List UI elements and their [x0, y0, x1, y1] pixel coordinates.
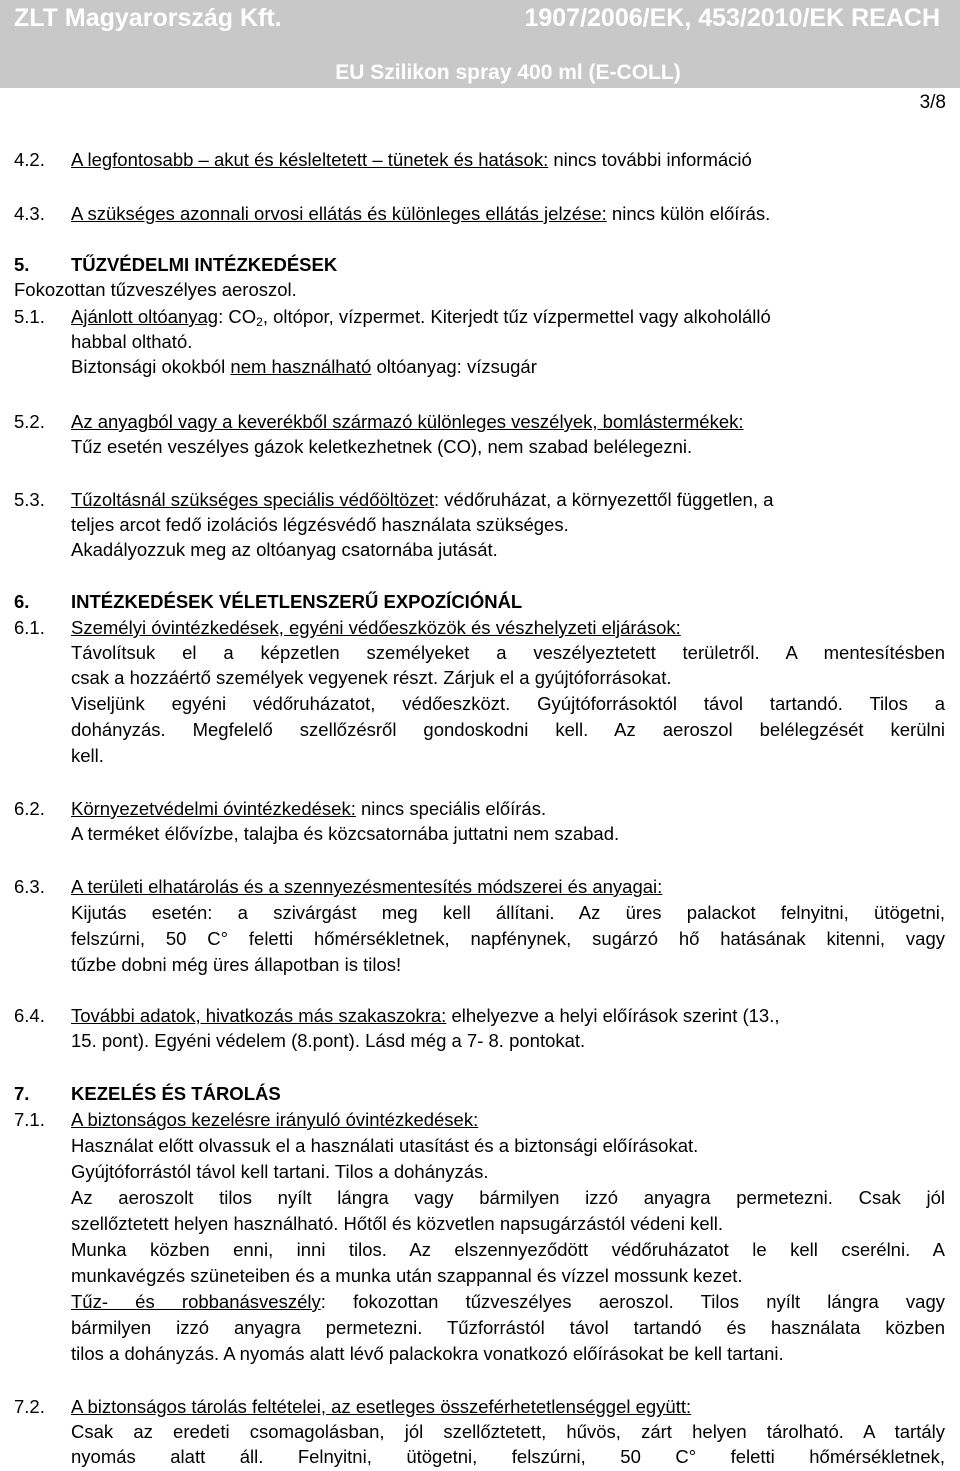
section-7-title: KEZELÉS ÉS TÁROLÁS: [71, 1083, 281, 1104]
product-name: EU Szilikon spray 400 ml (E-COLL): [335, 61, 681, 84]
section-label: A biztonságos kezelésre irányuló óvintézkedések:: [71, 1109, 479, 1130]
section-number: 7.: [14, 1083, 30, 1104]
section-5-2-line: [71, 410, 744, 434]
section-4-2-line: A legfontosabb – akut és késleltetett – tünetek és hatások: nincs további információ: [71, 149, 752, 170]
text-line: dohányzás. Megfelelő szellőzésről gondoskodni kell. Az aeroszol belélegzését kerülni: [71, 719, 945, 740]
section-label: Az anyagból vagy a keverékből származó különleges veszélyek, bomlástermékek:: [71, 411, 744, 432]
text-line: nyomás alatt áll. Felnyitni, ütögetni, felszúrni, 50 C° feletti hőmérsékletnek,: [71, 1446, 945, 1467]
section-number: 6.1.: [14, 617, 45, 638]
section-number: 5.3.: [14, 489, 45, 510]
section-6-2-line: Környezetvédelmi óvintézkedések: nincs speciális előírás.: [71, 798, 547, 819]
section-label: Ajánlott oltóanyag: [71, 306, 219, 327]
section-number: 5.: [14, 254, 30, 275]
text-line: Tűz- és robbanásveszély: fokozottan tűzveszélyes aeroszol. Tilos nyílt lángra vagy: [71, 1291, 945, 1312]
text-line: habbal oltható.: [71, 331, 193, 352]
section-number: 6.: [14, 591, 30, 612]
text-line: Viseljünk egyéni védőruházatot, védőeszközt. Gyújtóforrásoktól távol tartandó. Tilos a: [71, 693, 945, 714]
text-line: teljes arcot fedő izolációs légzésvédő használata szükséges.: [71, 514, 569, 535]
section-4-3-line: A szükséges azonnali orvosi ellátás és különleges ellátás jelzése: nincs külön előírás.: [71, 203, 771, 224]
text-line: tilos a dohányzás. A nyomás alatt lévő palackokra vonatkozó előírásokat be kell tartani.: [71, 1343, 784, 1364]
text-line: Tűz esetén veszélyes gázok keletkezhetnek (CO), nem szabad belélegezni.: [71, 436, 693, 457]
section-label: Környezetvédelmi óvintézkedések:: [71, 798, 356, 819]
text-line: Használat előtt olvassuk el a használati utasítást és a biztonsági előírásokat.: [71, 1135, 699, 1156]
section-label: A területi elhatárolás és a szennyezésmentesítés módszerei és anyagai:: [71, 876, 663, 897]
section-number: 6.2.: [14, 798, 45, 819]
section-5-title: TŰZVÉDELMI INTÉZKEDÉSEK: [71, 254, 338, 275]
text-line: munkavégzés szüneteiben és a munka után szappannal és vízzel mossunk kezet.: [71, 1265, 743, 1286]
section-label: A biztonságos tárolás feltételei, az esetleges összeférhetetlenséggel együtt:: [71, 1396, 692, 1417]
company-name: ZLT Magyarország Kft.: [14, 4, 282, 32]
text-line: Távolítsuk el a képzetlen személyeket a veszélyeztetett területről. A mentesítésben: [71, 642, 945, 663]
text-line: Biztonsági okokból nem használható oltóanyag: vízsugár: [71, 356, 537, 377]
section-number: 5.2.: [14, 411, 45, 432]
section-label: Tűzoltásnál szükséges speciális védőöltözet: [71, 489, 434, 510]
section-6-title: INTÉZKEDÉSEK VÉLETLENSZERŰ EXPOZÍCIÓNÁL: [71, 591, 523, 612]
text-line: tűzbe dobni még üres állapotban is tilos!: [71, 954, 402, 975]
text-line: Az aeroszolt tilos nyílt lángra vagy bármilyen izzó anyagra permetezni. Csak jól: [71, 1187, 945, 1208]
header-bar: [0, 0, 960, 88]
section-5-3-line: Tűzoltásnál szükséges speciális védőöltözet: védőruházat, a környezettől független, a: [71, 489, 774, 510]
text-line: felszúrni, 50 C° feletti hőmérsékletnek, napfénynek, sugárzó hő hatásának kitenni, vagy: [71, 928, 945, 949]
text-line: bármilyen izzó anyagra permetezni. Tűzforrástól távol tartandó és használata közben: [71, 1317, 945, 1338]
section-7-2-line: [71, 1395, 691, 1419]
section-6-1-line: [71, 616, 681, 640]
section-label: További adatok, hivatkozás más szakaszokra:: [71, 1005, 447, 1026]
regulation-reference: 1907/2006/EK, 453/2010/EK REACH: [524, 4, 940, 32]
section-number: 4.3.: [14, 203, 45, 224]
section-label: A legfontosabb – akut és késleltetett – tünetek és hatások:: [71, 149, 549, 170]
section-number: 6.4.: [14, 1005, 45, 1026]
text-line: 15. pont). Egyéni védelem (8.pont). Lásd még a 7- 8. pontokat.: [71, 1030, 586, 1051]
section-5-1-line: Ajánlott oltóanyag: $CO_2$, oltópor, vízpermet. Kiterjedt tűz vízpermettel vagy alkoholálló: [71, 306, 771, 329]
text-line: Munka közben enni, inni tilos. Az elszennyeződött védőruházatot le kell cserélni. A: [71, 1239, 945, 1260]
section-number: 5.1.: [14, 306, 45, 327]
section-number: 6.3.: [14, 876, 45, 897]
text-line: Gyújtóforrástól távol kell tartani. Tilos a dohányzás.: [71, 1161, 489, 1182]
text-line: kell.: [71, 745, 104, 766]
text-line: Akadályozzuk meg az oltóanyag csatornába jutását.: [71, 539, 498, 560]
section-label: A szükséges azonnali orvosi ellátás és különleges ellátás jelzése:: [71, 203, 607, 224]
section-number: 7.1.: [14, 1109, 45, 1130]
text-line: Kijutás esetén: a szivárgást meg kell állítani. Az üres palackot felnyitni, ütögetni,: [71, 902, 945, 923]
text-line: A terméket élővízbe, talajba és közcsatornába juttatni nem szabad.: [71, 823, 620, 844]
text-line: Csak az eredeti csomagolásban, jól szellőztetett, hűvös, zárt helyen tárolható. A tartály: [71, 1421, 945, 1442]
section-6-3-line: [71, 875, 662, 899]
text-line: szellőztetett helyen használható. Hőtől és közvetlen napsugárzástól védeni kell.: [71, 1213, 723, 1234]
section-5-intro: Fokozottan tűzveszélyes aeroszol.: [14, 279, 297, 300]
section-6-4-line: További adatok, hivatkozás más szakaszokra: elhelyezve a helyi előírások szerint (13.,: [71, 1005, 780, 1026]
section-7-1-line: [71, 1108, 478, 1132]
page-number: 3/8: [919, 92, 946, 113]
section-label: Személyi óvintézkedések, egyéni védőeszközök és vészhelyzeti eljárások:: [71, 617, 681, 638]
section-number: 7.2.: [14, 1396, 45, 1417]
section-number: 4.2.: [14, 149, 45, 170]
text-line: csak a hozzáértő személyek vegyenek részt. Zárjuk el a gyújtóforrásokat.: [71, 667, 672, 688]
